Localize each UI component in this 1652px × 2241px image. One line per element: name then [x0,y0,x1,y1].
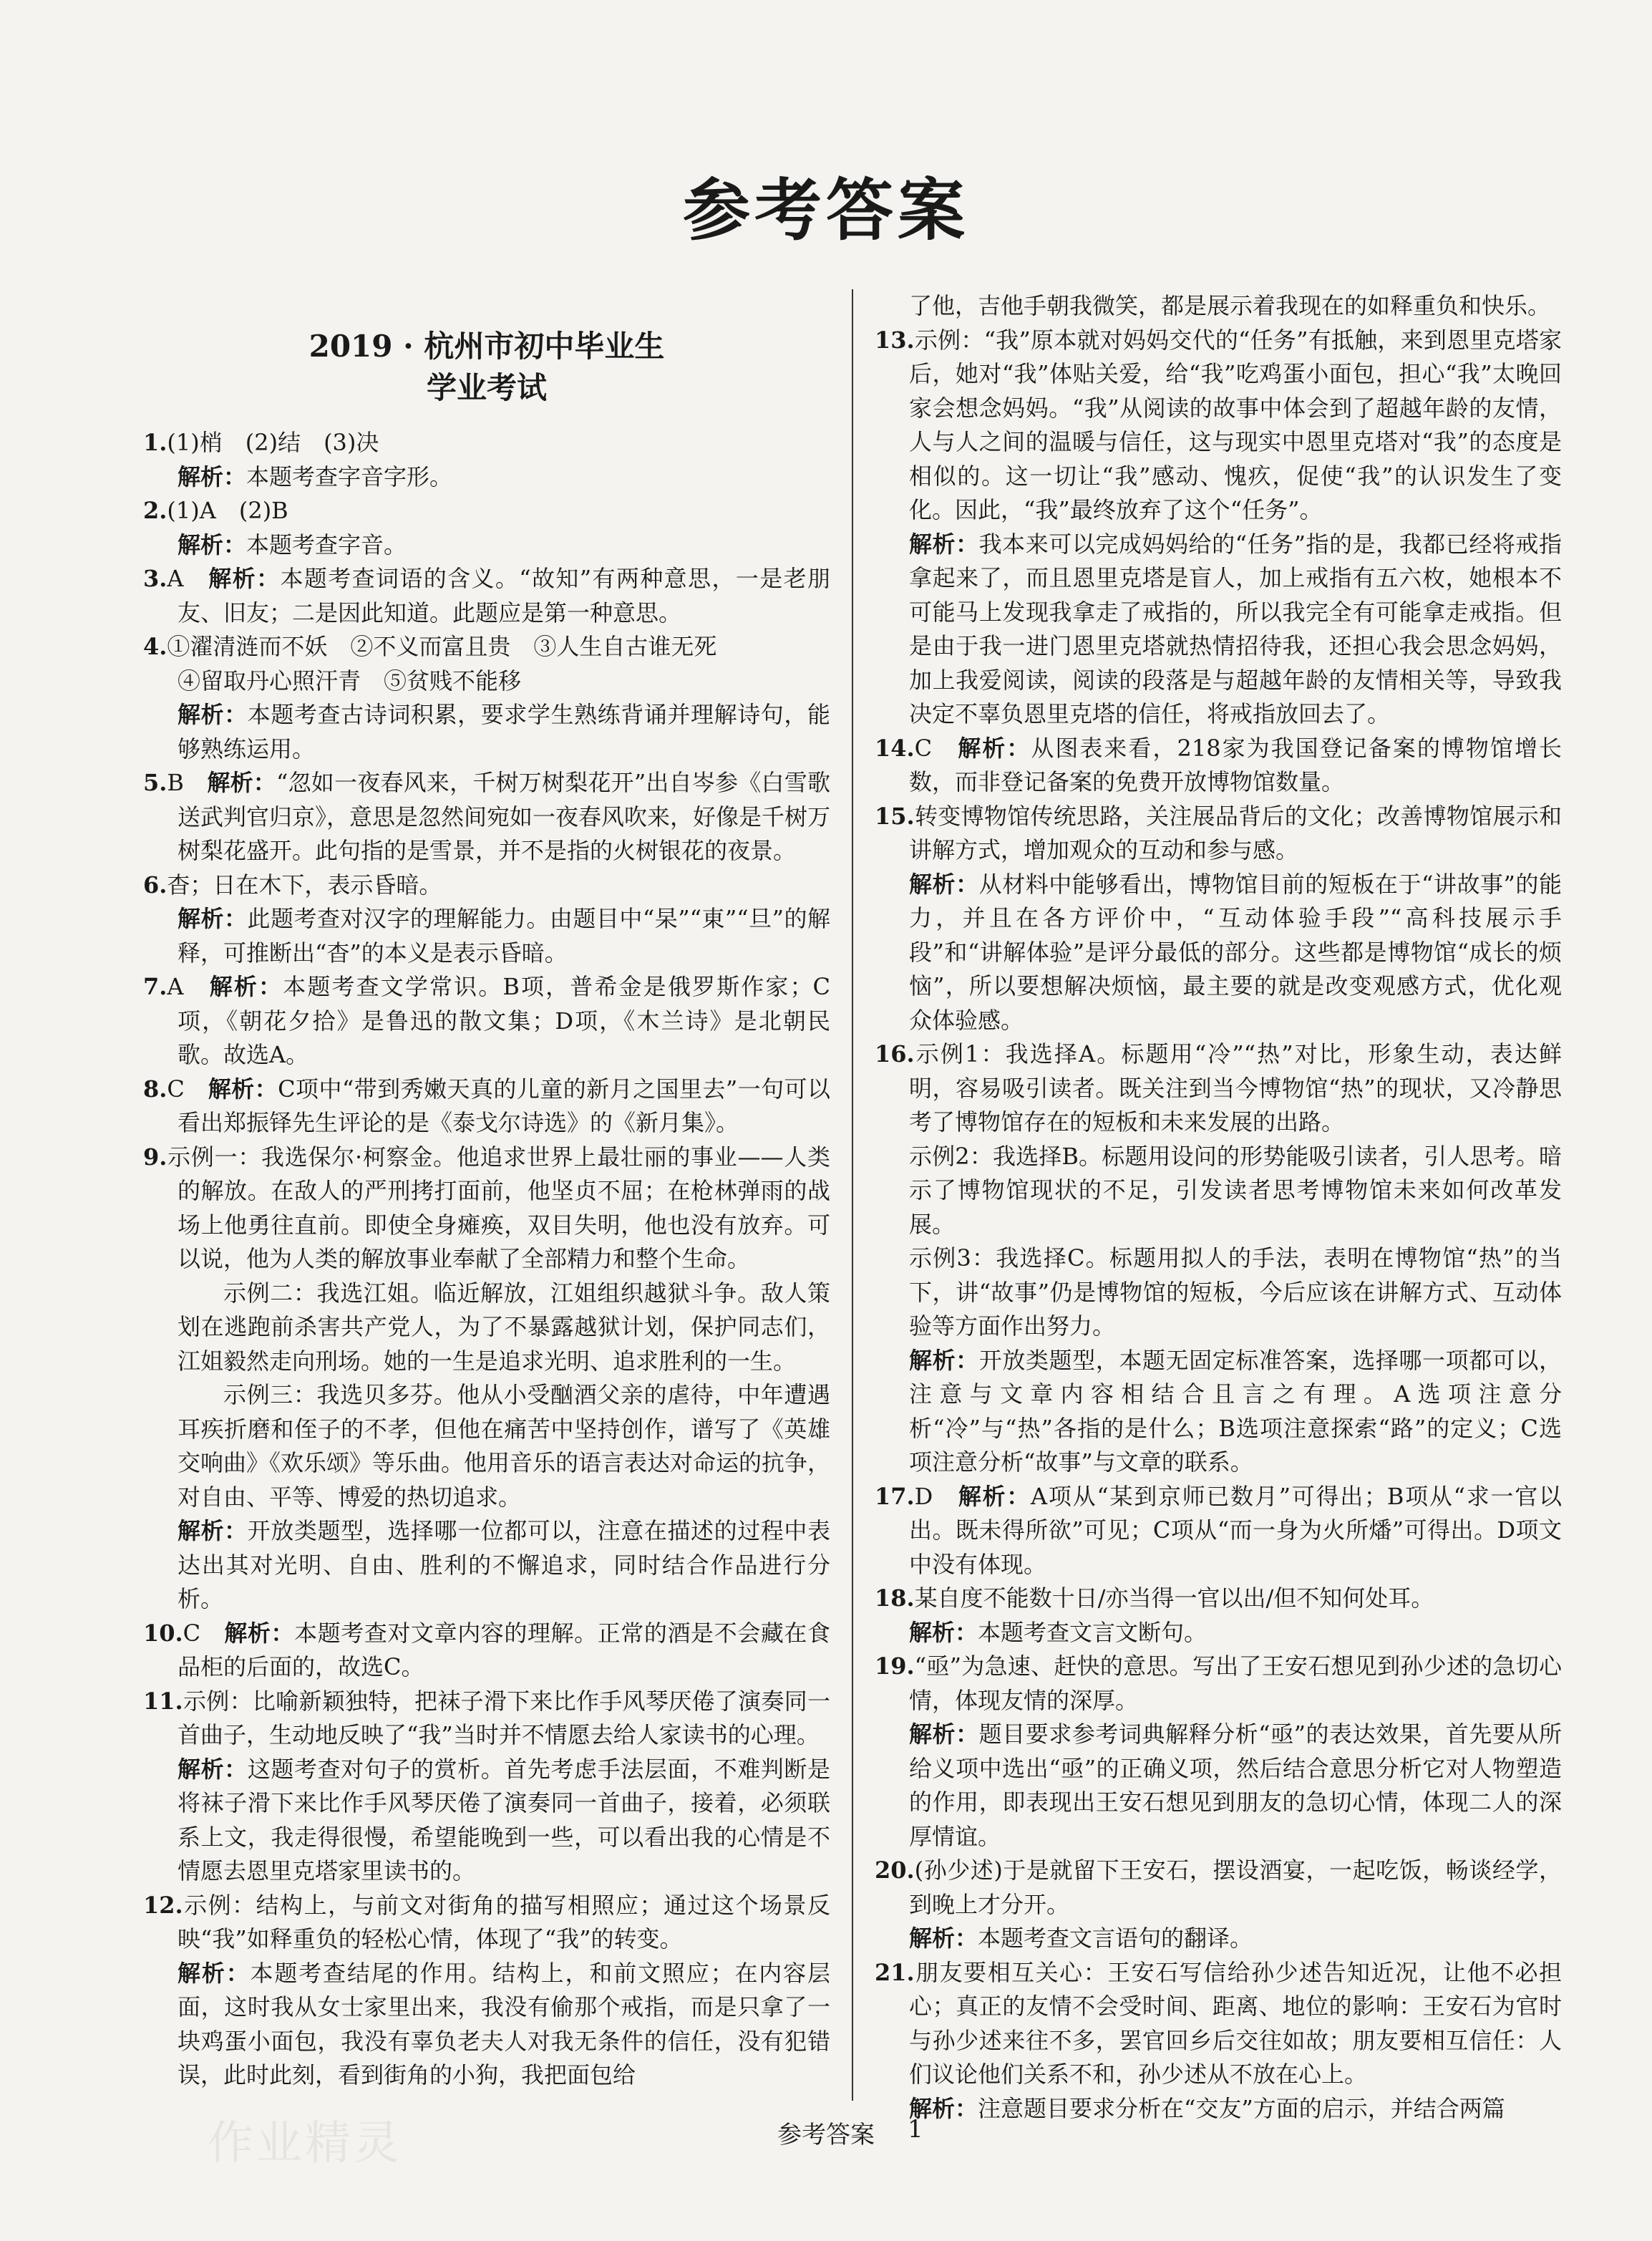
right-column [875,289,1562,2126]
analysis-4: 解析：本题考查古诗词积累，要求学生熟练背诵并理解诗句，能够熟练运用。 [178,701,830,763]
analysis-19: 解析：题目要求参考词典解释分析“亟”的表达效果，首先要从所给义项中选出“亟”的正确义项，然后结合意思分析它对人物塑造的作用，即表现出王安石想见到朋友的急切心情，体现二人的深厚情谊。 [909,1720,1562,1850]
answer-3: 3.A 解析：本题考查词语的含义。“故知”有两种意思，一是老朋友、旧友；二是因此知道。此题应是第一种意思。 [143,565,830,626]
answer-5: 5.B 解析：“忽如一夜春风来，千树万树梨花开”出自岑参《白雪歌送武判官归京》，意思是忽然间宛如一夜春风吹来，好像是千树万树梨花盛开。此句指的是雪景，并不是指的火树银花的夜景。 [143,769,831,864]
analysis-9: 解析：开放类题型，选择哪一位都可以，注意在描述的过程中表达出其对光明、自由、胜利的不懈追求，同时结合作品进行分析。 [178,1517,830,1612]
answer-1: 1.(1)梢 (2)结 (3)决 [143,429,379,456]
answer-16-example-2: 示例2：我选择B。标题用设问的形势能吸引读者，引人思考。暗示了博物馆现状的不足，引发读者思考博物馆未来如何改革发展。 [909,1142,1562,1238]
analysis-16: 解析：开放类题型，本题无固定标准答案，选择哪一项都可以，注意与文章内容相结合且言之有理。A选项注意分析“冷”与“热”各指的是什么；B选项注意探索“路”的定义；C选项注意分析“故事”与文章的联系。 [909,1346,1562,1476]
answer-21: 21.朋友要相互关心：王安石写信给孙少述告知近况，让他不必担心；真正的友情不会受时间、距离、地位的影响：王安石为官时与孙少述来往不多，罢官回乡后交往如故；朋友要相互信任：人们议论他们关系不和，孙少述从不放在心上。 [875,1958,1562,2088]
analysis-1: 解析：本题考查字音字形。 [178,463,453,490]
answer-7: 7.A 解析：本题考查文学常识。B项，普希金是俄罗斯作家；C项，《朝花夕拾》是鲁迅的散文集；D项，《木兰诗》是北朝民歌。故选A。 [143,973,830,1068]
analysis-20: 解析：本题考查文言语句的翻译。 [909,1925,1253,1952]
analysis-18: 解析：本题考查文言文断句。 [909,1618,1208,1646]
answer-9-example-3: 示例三：我选贝多芬。他从小受酗酒父亲的虐待，中年遭遇耳疾折磨和侄子的不孝，但他在痛苦中坚持创作，谱写了《英雄交响曲》《欢乐颂》等乐曲。他用音乐的语言表达对命运的抗争，对自由、平等、博爱的热切追求。 [178,1381,831,1511]
answer-8: 8.C 解析：C项中“带到秀嫩天真的儿童的新月之国里去”一句可以看出郑振铎先生评论的是《泰戈尔诗选》的《新月集》。 [143,1075,830,1136]
answer-4-line2: ④留取丹心照汗青 ⑤贫贱不能移 [178,667,522,694]
analysis-21: 解析：注意题目要求分析在“交友”方面的启示，并结合两篇 [909,2094,1505,2122]
page-footer [0,2115,1652,2150]
watermark: 作业精灵 [208,2117,402,2170]
left-column [143,326,830,2093]
analysis-11: 解析：这题考查对句子的赏析。首先考虑手法层面，不难判断是将袜子滑下来比作手风琴厌倦了演奏同一首曲子，接着，必须联系上文，我走得很慢，希望能晚到一些，可以看出我的心情是不情愿去恩里克塔家里读书的。 [178,1755,830,1884]
analysis-12: 解析：本题考查结尾的作用。结构上，和前文照应；在内容层面，这时我从女士家里出来，我没有偷那个戒指，而是只拿了一块鸡蛋小面包，我没有辜负老夫人对我无条件的信任，没有犯错误，此时此刻，看到街角的小狗，我把面包给 [178,1959,830,2088]
answer-16-example-3: 示例3：我选择C。标题用拟人的手法，表明在博物馆“热”的当下，讲“故事”仍是博物馆的短板，今后应该在讲解方式、互动体验等方面作出努力。 [909,1244,1562,1340]
page-number: 1 [908,2115,923,2144]
answer-4: 4.①濯清涟而不妖 ②不义而富且贵 ③人生自古谁无死 [143,633,717,660]
column-divider [852,289,853,2101]
answer-20: 20.(孙少述)于是就留下王安石，摆设酒宴，一起吃饭，畅谈经学，到晚上才分开。 [875,1857,1562,1918]
analysis-13: 解析：我本来可以完成妈妈给的“任务”指的是，我都已经将戒指拿起来了，而且恩里克塔是盲人，加上戒指有五六枚，她根本不可能马上发现我拿走了戒指的，所以我完全有可能拿走戒指。但是由于我一进门恩里克塔就热情招待我，还担心我会思念妈妈，加上我爱阅读，阅读的段落是与超越年龄的友情相关等，导致我决定不辜负恩里克塔的信任，将戒指放回去了。 [909,530,1562,727]
analysis-6: 解析：此题考查对汉字的理解能力。由题目中“杲”“東”“旦”的解释，可推断出“杳”的本义是表示昏暗。 [178,905,830,967]
answer-6: 6.杳；日在木下，表示昏暗。 [143,871,442,899]
answer-9-example-1: 9.示例一：我选保尔·柯察金。他追求世界上最壮丽的事业——人类的解放。在敌人的严刑拷打面前，他坚贞不屈；在枪林弹雨的战场上他勇往直前。即使全身瘫痪，双目失明，他也没有放弃。可以说，他为人类的解放事业奉献了全部精力和整个生命。 [143,1143,830,1272]
answer-2: 2.(1)A (2)B [143,497,288,524]
analysis-12-continued: 了他，吉他手朝我微笑，都是展示着我现在的如释重负和快乐。 [909,292,1551,319]
answer-16-example-1: 16.示例1：我选择A。标题用“冷”“热”对比，形象生动，表达鲜明，容易吸引读者。既关注到当今博物馆“热”的现状，又冷静思考了博物馆存在的短板和未来发展的出路。 [875,1040,1562,1136]
answer-11: 11.示例：比喻新颖独特，把袜子滑下来比作手风琴厌倦了演奏同一首曲子，生动地反映了“我”当时并不情愿去给人家读书的心理。 [143,1687,830,1748]
answer-15: 15.转变博物馆传统思路，关注展品背后的文化；改善博物馆展示和讲解方式，增加观众的互动和参与感。 [875,802,1562,863]
answer-18: 18.某自度不能数十日/亦当得一官以出/但不知何处耳。 [875,1584,1434,1612]
page-title: 参考答案 [682,171,969,250]
analysis-2: 解析：本题考查字音。 [178,531,407,558]
answer-17: 17.D 解析：A项从“某到京师已数月”可得出；B项从“求一官以出。既未得所欲”可见；C项从“而一身为火所燔”可得出。D项文中没有体现。 [875,1482,1562,1578]
answer-14: 14.C 解析：从图表来看，218家为我国登记备案的博物馆增长数，而非登记备案的免费开放博物馆数量。 [875,734,1562,795]
answer-9-example-2: 示例二：我选江姐。临近解放，江姐组织越狱斗争。敌人策划在逃跑前杀害共产党人，为了不暴露越狱计划，保护同志们，江姐毅然走向刑场。她的一生是追求光明、追求胜利的一生。 [178,1279,830,1375]
answer-10: 10.C 解析：本题考查对文章内容的理解。正常的酒是不会藏在食品柜的后面的，故选C。 [143,1619,830,1680]
section-title-line2: 学业考试 [426,370,547,405]
analysis-15: 解析：从材料中能够看出，博物馆目前的短板在于“讲故事”的能力，并且在各方评价中，“互动体验手段”“高科技展示手段”和“讲解体验”是评分最低的部分。这些都是博物馆“成长的烦恼”，所以要想解决烦恼，最主要的就是改变观感方式，优化观众体验感。 [909,870,1562,1034]
section-title-line1: 2019 · 杭州市初中毕业生 [308,329,665,364]
answer-12: 12.示例：结构上，与前文对街角的描写相照应；通过这个场景反映“我”如释重负的轻松心情，体现了“我”的转变。 [143,1891,830,1952]
answer-19: 19.“亟”为急速、赶快的意思。写出了王安石想见到孙少述的急切心情，体现友情的深厚。 [875,1652,1562,1714]
section-title [143,326,830,409]
footer-label: 参考答案 [777,2121,875,2149]
answer-13: 13.示例：“我”原本就对妈妈交代的“任务”有抵触，来到恩里克塔家后，她对“我”体贴关爱，给“我”吃鸡蛋小面包，担心“我”太晚回家会想念妈妈。“我”从阅读的故事中体会到了超越年龄的友情，人与人之间的温暖与信任，这与现实中恩里克塔对“我”的态度是相似的。这一切让“我”感动、愧疚，促使“我”的认识发生了变化。因此，“我”最终放弃了这个“任务”。 [875,326,1562,523]
